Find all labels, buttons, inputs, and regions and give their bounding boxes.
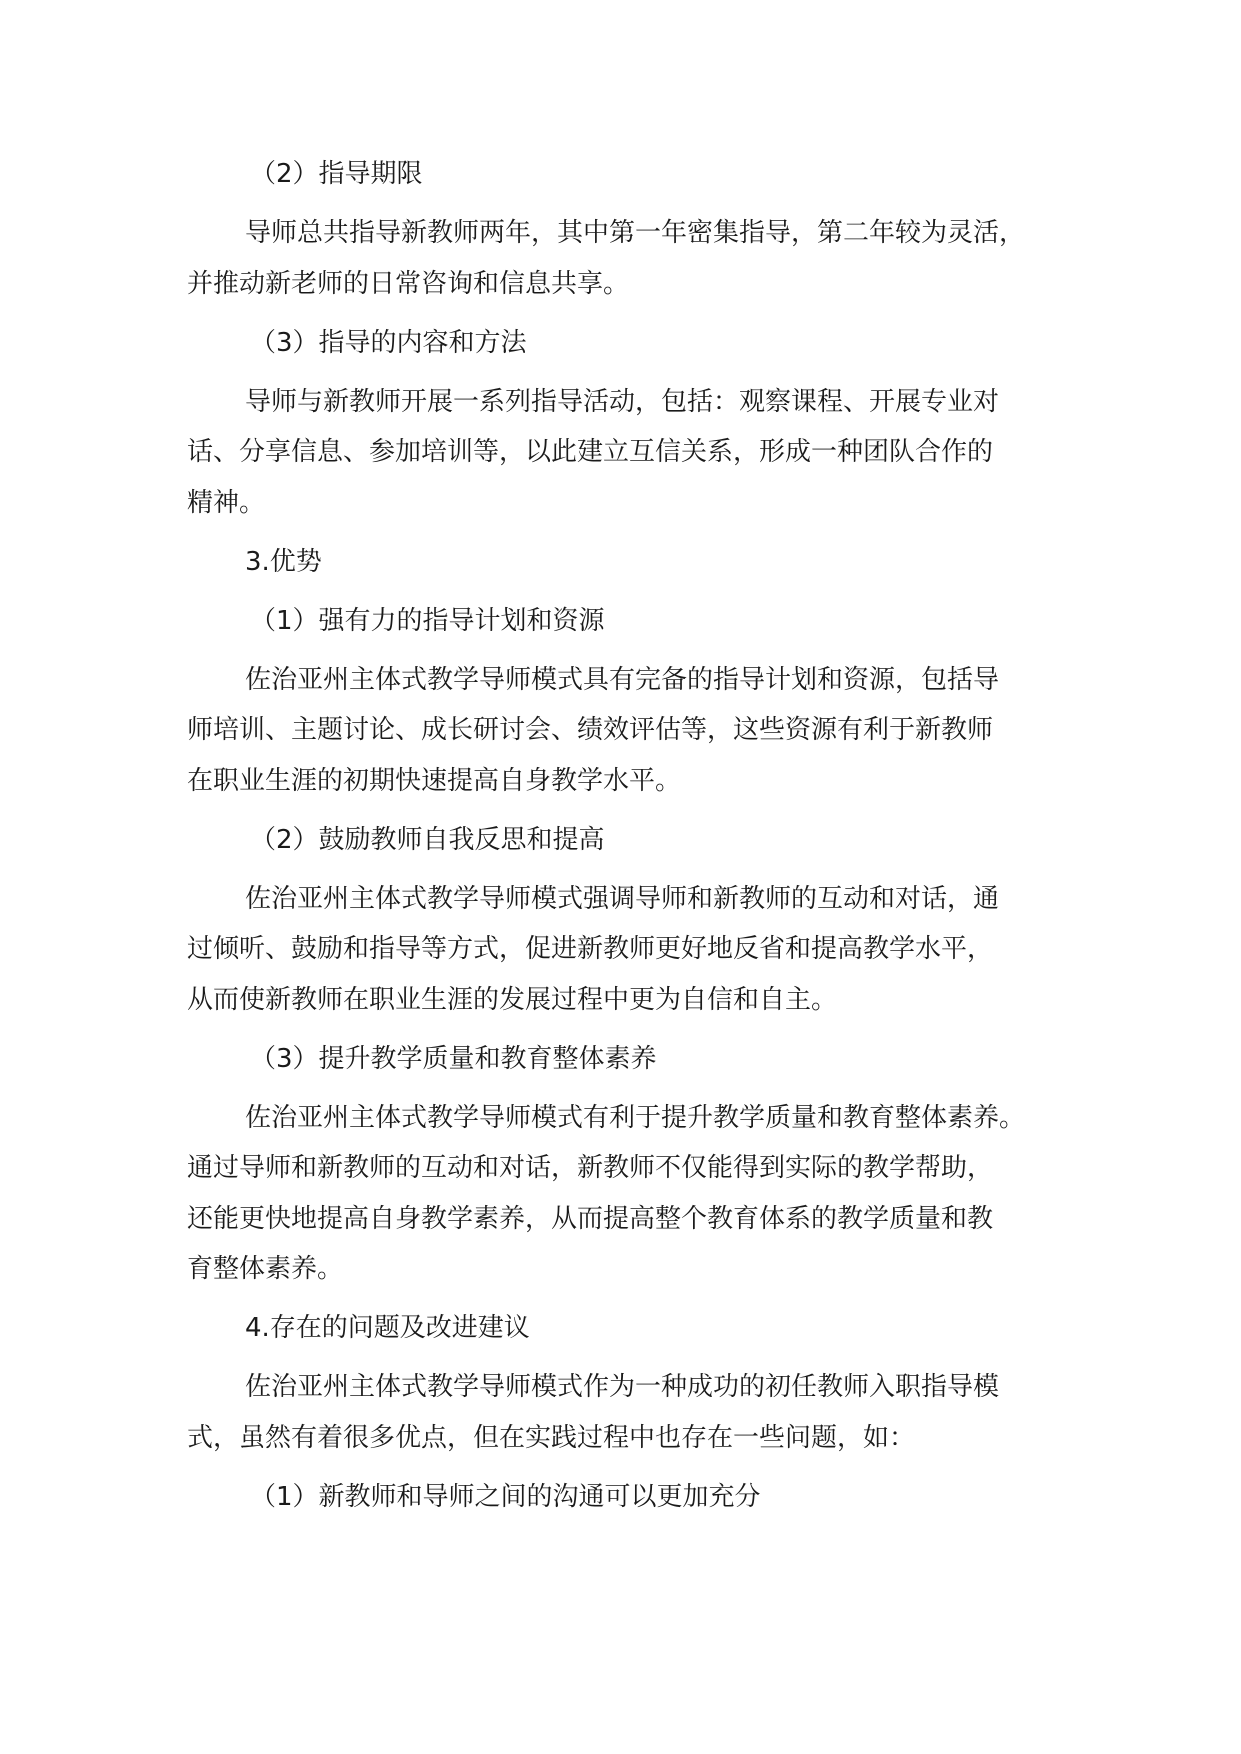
- paragraph-line: 式，虽然有着很多优点，但在实践过程中也存在一些问题，如：: [187, 1422, 916, 1453]
- paragraph-line: 佐治亚州主体式教学导师模式作为一种成功的初任教师入职指导模: [245, 1372, 1000, 1402]
- paragraph-line: 话、分享信息、参加培训等，以此建立互信关系，形成一种团队合作的: [187, 437, 994, 467]
- subsection-heading: （2）鼓励教师自我反思和提高: [250, 824, 605, 855]
- paragraph-line: 从而使新教师在职业生涯的发展过程中更为自信和自主。: [187, 984, 838, 1015]
- paragraph-line: 还能更快地提高自身教学素养，从而提高整个教育体系的教学质量和教: [187, 1203, 994, 1234]
- paragraph-line: 在职业生涯的初期快速提高自身教学水平。: [187, 765, 682, 796]
- paragraph-line: 育整体素养。: [187, 1254, 344, 1284]
- section-heading: 3.优势: [245, 546, 322, 577]
- subsection-heading: （3）指导的内容和方法: [250, 327, 527, 358]
- subsection-heading: （2）指导期限: [250, 159, 423, 189]
- paragraph-line: 佐治亚州主体式教学导师模式有利于提升教学质量和教育整体素养。: [245, 1102, 1026, 1133]
- paragraph-line: 导师总共指导新教师两年，其中第一年密集指导，第二年较为灵活，: [245, 218, 1026, 248]
- paragraph-line: 通过导师和新教师的互动和对话，新教师不仅能得到实际的教学帮助，: [187, 1153, 994, 1183]
- paragraph-line: 过倾听、鼓励和指导等方式，促进新教师更好地反省和提高教学水平，: [187, 934, 994, 964]
- subsection-heading: （3）提升教学质量和教育整体素养: [250, 1043, 657, 1074]
- section-heading: 4.存在的问题及改进建议: [245, 1313, 530, 1343]
- subsection-heading: （1）强有力的指导计划和资源: [250, 605, 605, 636]
- subsection-heading: （1）新教师和导师之间的沟通可以更加充分: [250, 1481, 761, 1512]
- paragraph-line: 佐治亚州主体式教学导师模式具有完备的指导计划和资源，包括导: [245, 664, 1000, 695]
- paragraph-line: 佐治亚州主体式教学导师模式强调导师和新教师的互动和对话，通: [245, 883, 1000, 914]
- paragraph-line: 导师与新教师开展一系列指导活动，包括：观察课程、开展专业对: [245, 386, 1000, 417]
- paragraph-line: 师培训、主题讨论、成长研讨会、绩效评估等，这些资源有利于新教师: [187, 715, 994, 745]
- paragraph-line: 精神。: [187, 487, 266, 518]
- paragraph-line: 并推动新老师的日常咨询和信息共享。: [187, 268, 630, 299]
